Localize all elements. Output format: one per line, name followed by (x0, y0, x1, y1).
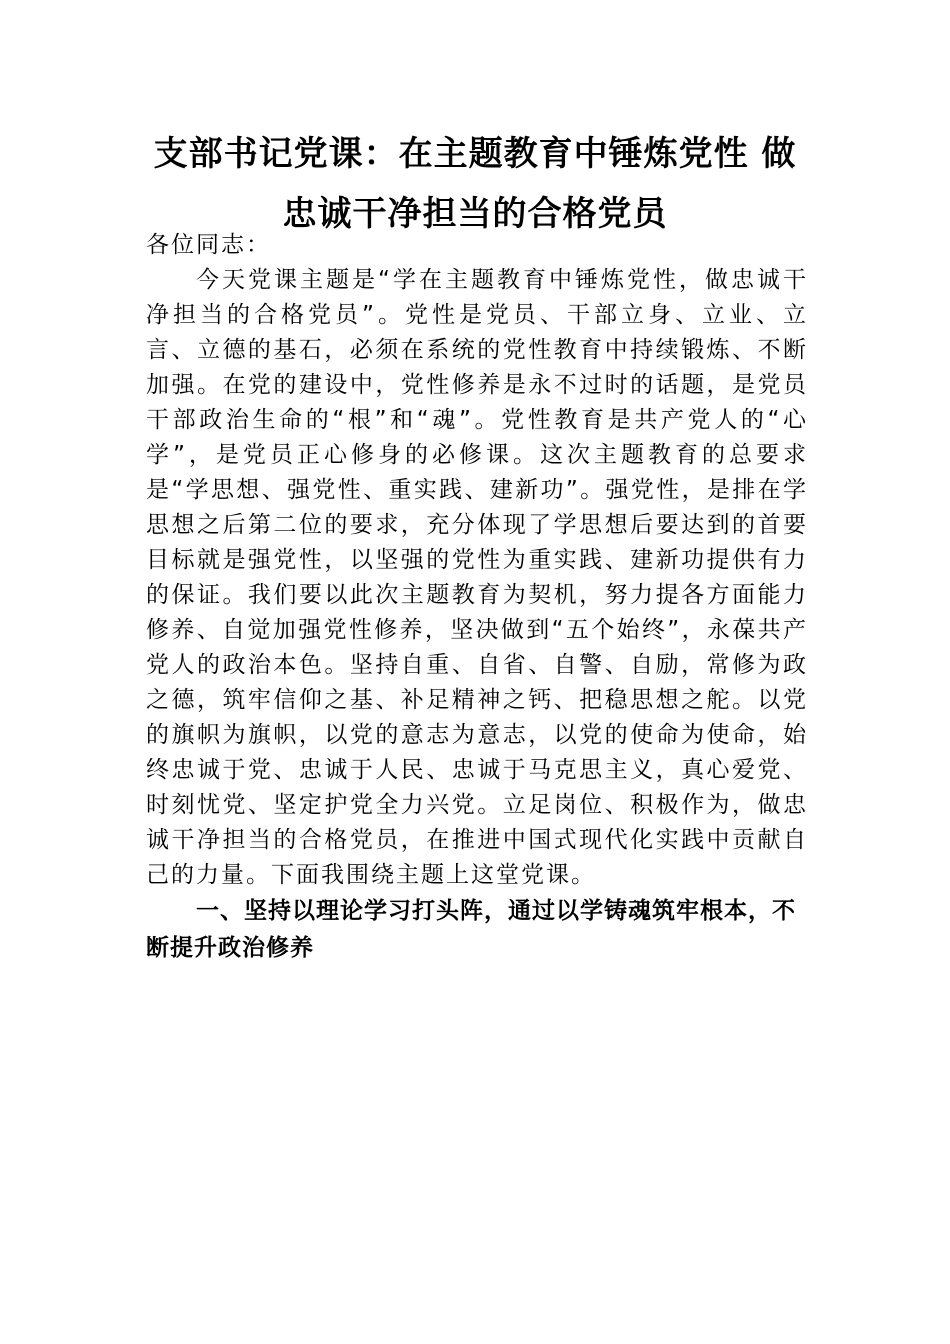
salutation: 各位同志： (146, 232, 271, 258)
title-line-2: 忠诚干净担当的合格党员 (282, 194, 668, 234)
document-body (146, 228, 808, 967)
document-title (120, 124, 830, 244)
section-heading: 一、坚持以理论学习打头阵，通过以学铸魂筑牢根本，不断提升政治修养 (146, 898, 796, 961)
body-paragraph: 今天党课主题是“学在主题教育中锤炼党性，做忠诚干净担当的合格党员”。党性是党员、干部立身、立业、立言、立德的基石，必须在系统的党性教育中持续锻炼、不断加强。在党的建设中，党性修养是永不过时的话题，是党员干部政治生命的“根”和“魂”。党性教育是共产党人的“心学”，是党员正心修身的必修课。这次主题教育的总要求是“学思想、强党性、重实践、建新功”。强党性，是排在学思想之后第二位的要求，充分体现了学思想后要达到的首要目标就是强党性，以坚强的党性为重实践、建新功提供有力的保证。我们要以此次主题教育为契机，努力提各方面能力修养、自觉加强党性修养，坚决做到“五个始终”，永葆共产党人的政治本色。坚持自重、自省、自警、自励，常修为政之德，筑牢信仰之基、补足精神之钙、把稳思想之舵。以党的旗帜为旗帜，以党的意志为意志，以党的使命为使命，始终忠诚于党、忠诚于人民、忠诚于马克思主义，真心爱党、时刻忧党、坚定护党全力兴党。立足岗位、积极作为，做忠诚干净担当的合格党员，在推进中国式现代化实践中贡献自己的力量。下面我围绕主题上这堂党课。 (146, 267, 808, 888)
title-line-1: 支部书记党课：在主题教育中锤炼党性 做 (153, 134, 797, 174)
